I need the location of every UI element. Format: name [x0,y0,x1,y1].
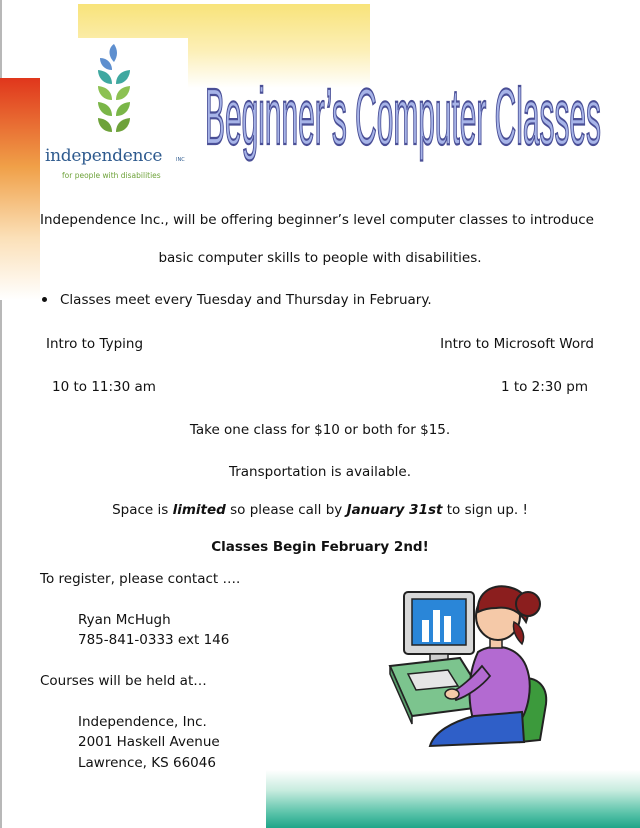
class-word-time: 1 to 2:30 pm [500,379,588,395]
contact-phone: 785-841-0333 ext 146 [78,632,230,648]
wheat-leaf-icon [88,44,140,144]
class-word-name: Intro to Microsoft Word [440,336,594,352]
space-prefix: Space is [112,502,173,518]
woman-at-computer-icon [386,582,562,750]
space-suffix: to sign up. ! [442,502,528,518]
location-city: Lawrence, KS 66046 [78,755,216,771]
location-street: 2001 Haskell Avenue [78,734,220,750]
space-middle: so please call by [225,502,347,518]
title-text: Beginner’s Computer Classes [205,72,601,161]
space-line [0,502,640,518]
space-deadline: January 31st [346,502,443,518]
location-label: Courses will be held at… [40,673,207,689]
teal-band [266,770,640,828]
class-typing-time: 10 to 11:30 am [52,379,156,395]
transport-line: Transportation is available. [228,464,412,480]
logo-wordmark: independence [45,146,163,166]
logo-inc: INC [176,157,185,163]
intro-line-1: Independence Inc., will be offering beginner’s level computer classes to introduce [40,212,594,228]
class-typing-name: Intro to Typing [46,336,144,352]
contact-name: Ryan McHugh [78,612,171,628]
orange-band [0,78,40,300]
flyer-title [198,64,608,164]
pricing-line: Take one class for $10 or both for $15. [189,422,451,438]
intro-line-2: basic computer skills to people with disabilities. [158,250,482,266]
bullet-marker [42,297,47,302]
space-emphasis: limited [172,502,226,518]
logo-tagline: for people with disabilities [62,171,161,180]
start-date-line: Classes Begin February 2nd! [211,539,429,555]
location-org: Independence, Inc. [78,714,207,730]
schedule-bullet: Classes meet every Tuesday and Thursday in February. [60,292,432,308]
independence-logo [40,38,188,186]
register-label: To register, please contact …. [40,571,241,587]
